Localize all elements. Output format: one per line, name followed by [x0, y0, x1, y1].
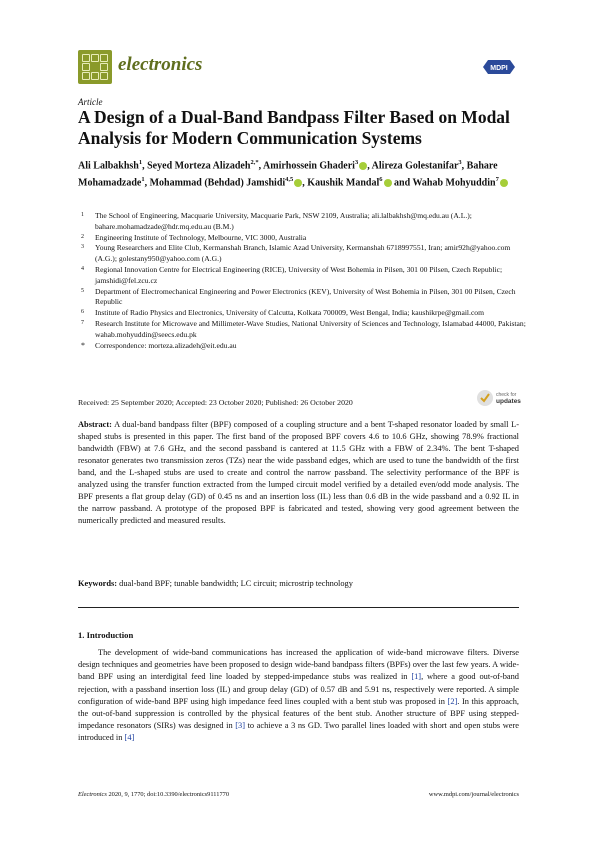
footer-citation: [78, 791, 229, 798]
affiliation-number: *: [81, 340, 85, 350]
affiliation-number: 1: [81, 212, 84, 218]
author-name: Bahare Mohamadzade: [78, 160, 498, 189]
affiliation-number: 5: [81, 287, 84, 294]
citation-link-1[interactable]: [1]: [411, 672, 422, 682]
citation-link-3[interactable]: [3]: [235, 721, 246, 731]
author-separator: ,: [144, 177, 150, 189]
affiliation-text: Department of Electromechanical Engineering and Power Electronics (KEV), University of West Bohemia in Pilsen, 301 00 Pilsen, Czech Republic: [95, 286, 516, 307]
affiliation-item: [78, 265, 533, 287]
check-for-updates-badge[interactable]: [476, 388, 524, 408]
author-name: Wahab Mohyuddin: [412, 177, 496, 189]
author-affiliation-sup: 3: [458, 159, 462, 166]
affiliation-text: The School of Engineering, Macquarie University, Macquarie Park, NSW 2109, Australia; ali.lalbakhsh@mq.edu.au (A.L.); bahare.mohamadzade@hdr.mq.edu.au (B.M.): [95, 211, 472, 231]
author-name: Ali Lalbakhsh: [78, 160, 139, 172]
intro-text-1: The development of wide-band communications has increased the application of wide-band microwave filters. Diverse design techniques and geometries have been proposed to design wide-band bandpass filters (BPFs) over the last few years. A wide-band BPF using an interdigital feed line loaded by stepped-impedance stubs was realized in: [78, 648, 519, 682]
keywords: [78, 579, 519, 588]
publication-dates: Received: 25 September 2020; Accepted: 23 October 2020; Published: 26 October 2020: [78, 398, 353, 407]
intro-text-3: . In this approach, the out-of-band suppression is controlled by the physical features of the bent stub. Another structure of BPF using stepped-impedance resonators (SIRs) was designed in: [78, 696, 519, 731]
article-type: Article: [78, 97, 103, 107]
citation-link-2[interactable]: [2]: [447, 696, 458, 706]
citation-link-4[interactable]: [4]: [124, 733, 135, 743]
orcid-icon[interactable]: [500, 179, 508, 187]
affiliation-number: 3: [81, 244, 84, 251]
author-affiliation-sup: 1: [141, 176, 145, 184]
paper-title: A Design of a Dual-Band Bandpass Filter Based on Modal Analysis for Modern Communication Systems: [78, 107, 510, 148]
affiliation-list: [78, 211, 533, 351]
author-affiliation-sup: 4,5: [285, 176, 294, 184]
check-updates-line2: updates: [496, 398, 521, 405]
intro-text-2: , where a good out-of-band rejection, with a passband insertion loss (IL) and group delay (GD) of 0.57 dB and 5.91 ns, respectively were reported. A simple configuration of wide-band BPF using high impedance feed lines coupled with a bent stub was proposed in: [78, 672, 519, 706]
author-separator: ,: [258, 160, 264, 172]
affiliation-text: Correspondence: morteza.alizadeh@eit.edu.au: [95, 340, 237, 350]
author-affiliation-sup: 6: [379, 176, 383, 184]
affiliation-number: 6: [81, 309, 84, 316]
author-name: Mohammad (Behdad) Jamshidi: [149, 177, 286, 189]
footer-url[interactable]: www.mdpi.com/journal/electronics: [428, 791, 519, 798]
affiliation-item: [78, 341, 533, 352]
abstract-text: A dual-band bandpass filter (BPF) composed of a coupling structure and a bent T-shaped resonator loaded by small L-shaped stubs is presented in this paper. The first band of the proposed BPF covers 4.6 to 10.6 GHz, showing 78.9% fractional bandwidth (FBW) at 7.6 GHz, and the second passband is cantered at 11.5 GHz with a FBW of 2.34%. The bent T-shaped resonator generates two transmission zeros (TZs) near the wide passband edges, which are used to tune the bandwidth of the first band, and the L-shaped stubs are used to create and control the narrow passband. The selectivity performance of the BPF is analyzed using the transfer function extracted from the lumped circuit model verified by a detailed even/odd mode analysis. The BPF presents a flat group delay (GD) of 0.45 ns and an insertion loss (IL) less than 0.6 dB in the wide passband and a 0.92 IL in the narrow passband. A prototype of the proposed BPF is fabricated and tested, showing very good agreement between the numerically predicted and measured results.: [78, 420, 519, 525]
check-updates-line1: check for: [496, 392, 517, 398]
author-separator: ,: [302, 177, 308, 189]
affiliation-number: 2: [81, 233, 84, 240]
affiliation-text: Engineering Institute of Technology, Melbourne, VIC 3000, Australia: [95, 232, 307, 242]
author-affiliation-sup: 2,*: [250, 159, 259, 166]
orcid-icon[interactable]: [384, 179, 392, 187]
abstract: [78, 419, 519, 527]
affiliation-item: [78, 211, 533, 233]
affiliation-text: Regional Innovation Centre for Electrical Engineering (RICE), University of West Bohemia in Pilsen, 301 00 Pilsen, Czech Republic; jamshidi@fel.zcu.cz: [95, 264, 503, 285]
author-separator: and: [391, 177, 413, 189]
journal-name: electronics: [118, 54, 203, 75]
affiliation-number: 4: [81, 265, 84, 272]
affiliation-text: Research Institute for Microwave and Millimeter-Wave Studies, National University of Sciences and Technology, Islamabad 44000, Pakistan; wahab.mohyuddin@seecs.edu.pk: [95, 318, 526, 339]
mdpi-logo-text: MDPI: [490, 65, 508, 72]
author-separator: ,: [142, 160, 148, 172]
author-affiliation-sup: 1: [138, 159, 143, 166]
section-divider: [78, 607, 519, 608]
affiliation-text: Young Researchers and Elite Club, Kermanshah Branch, Islamic Azad University, Kermanshah 6718997551, Iran; amir92h@yahoo.com (A.G.); golestany950@yahoo.com (A.G.): [95, 243, 511, 264]
author-separator: ,: [461, 160, 467, 172]
keywords-label: Keywords:: [78, 579, 118, 588]
footer-citation-text: 2020, 9, 1770; doi:10.3390/electronics9111770: [106, 791, 230, 798]
affiliation-number: 7: [81, 319, 84, 326]
affiliation-item: [78, 319, 533, 341]
footer-journal: Electronics: [78, 791, 107, 798]
abstract-label: Abstract:: [78, 420, 112, 429]
author-list: [78, 156, 528, 191]
keywords-text: dual-band BPF; tunable bandwidth; LC circuit; microstrip technology: [119, 579, 353, 588]
affiliation-item: [78, 233, 533, 244]
affiliation-item: [78, 287, 533, 309]
introduction-paragraph: [78, 647, 519, 745]
author-name: Kaushik Mandal: [307, 177, 380, 189]
author-name: Seyed Morteza Alizadeh: [147, 160, 251, 172]
mdpi-logo-icon: [480, 58, 518, 76]
author-name: Alireza Golestanifar: [371, 160, 459, 172]
affiliation-text: Institute of Radio Physics and Electronics, University of Calcutta, Kolkata 700009, West Bengal, India; kaushikrpe@gmail.com: [95, 308, 485, 318]
affiliation-item: [78, 243, 533, 265]
author-name: Amirhossein Ghaderi: [263, 160, 355, 172]
author-affiliation-sup: 3: [354, 159, 359, 166]
section-heading: 1. Introduction: [78, 630, 134, 640]
intro-text-4: to achieve a 3 ns GD. Two parallel lines loaded with short and open stubs were introduced in: [78, 721, 519, 743]
author-affiliation-sup: 7: [495, 176, 499, 184]
journal-logo-icon: [78, 50, 112, 84]
author-separator: ,: [367, 160, 372, 172]
affiliation-item: [78, 308, 533, 319]
